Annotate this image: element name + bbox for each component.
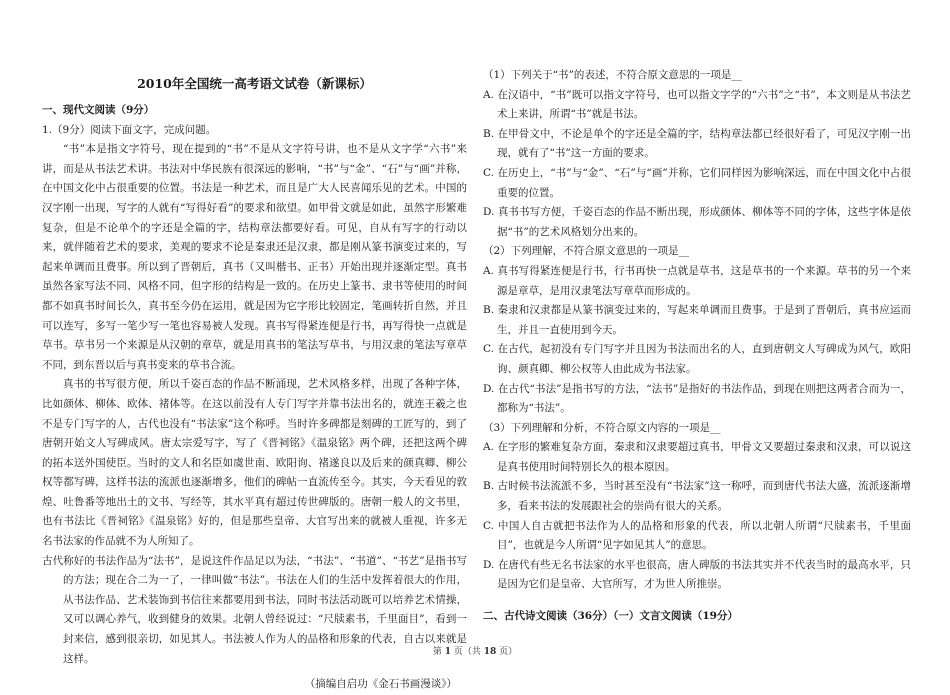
option-2d: D. 在古代“书法”是指书写的方法，“法书”是指好的书法作品，到现在则把这两者合而为一，都称为“书法”。 xyxy=(483,382,911,415)
section-heading-classical-reading: 二、古代诗文阅读（36分）（一）文言文阅读（19分） xyxy=(483,610,738,623)
option-3b: B. 古时候书法流派不多，当时甚至没有“书法家”这一称呼，而到唐代书法大盛，流派逐渐增多，看来书法的发展跟社会的崇尚有很大的关系。 xyxy=(483,480,911,513)
passage-source: （摘编自启功《金石书画漫谈》） xyxy=(304,678,457,691)
option-2b: B. 秦隶和汉隶都是从篆书演变过来的，写起来单调而且费事。于是到了晋朝后，真书应运而生，并且一直使用到今天。 xyxy=(483,304,911,336)
section-heading-modern-reading: 一、现代文阅读（9分） xyxy=(42,104,155,116)
option-2a: A. 真书写得紧连便是行书，行书再快一点就是草书，这是草书的一个来源。草书的另一个来源是章草，是用汉隶笔法写章草而形成的。 xyxy=(483,264,911,297)
page-total: 18 xyxy=(483,647,497,657)
option-1b: B. 在甲骨文中，不论是单个的字还是全篇的字，结构章法都已经很好看了，可见汉字刚一出现，就有了“书”这一方面的要求。 xyxy=(483,127,911,160)
left-column xyxy=(42,0,467,695)
page-footer xyxy=(0,644,950,657)
passage-paragraph: “书”本是指文字符号，现在提到的“书”不是从文字符号讲，也不是从文字学“六书”来讲，而是从书法艺术讲。书法对中华民族有很深远的影响，“书”与“金”、“石”与“画”并称，在中国文化中占很重要的位置。书法是一种艺术，而且是广大人民喜闻乐见的艺术。中国的汉字刚一出现，写字的人就有“写得好看”的要求和欲望。如甲骨文就是如此，虽然字形繁难复杂，但是不论单个的字还是全篇的字，结构章法都要好看。可见，自从有写字的行动以来，就伴随着艺术的要求，美观的要求不论是秦隶还是汉隶，都是刚从篆书演变过来的，写起来单调而且费事。所以到了晋朝后，真书（又叫楷书、正书）开始出现并逐渐定型。真书虽然各家写法不同、风格不同，但字形的结构是一致的。在历史上篆书、隶书等使用的时间都不如真书时间长久，真书至今仍在运用，就是因为它字形比较固定，笔画转折自然，并且可以连写，多写一笔少写一笔也容易被人发现。真书写得紧连便是行书，再写得快一点就是草书。草书另一个来源是从汉朝的章草，就是用真书的笔法写草书，与用汉隶的笔法写章草不同，到东晋以后与真书变来的草书合流。 xyxy=(42,143,467,371)
option-1a: A. 在汉语中，“书”既可以指文字符号，也可以指文字学的“六书”之“书”，本文则是从书法艺术上来讲，所谓“书”就是书法。 xyxy=(483,88,911,121)
option-3d: D. 在唐代有些无名书法家的水平也很高，唐人碑版的书法其实并不代表当时的最高水平，只是因为它们是皇帝、大官所写，才为世人所推崇。 xyxy=(483,558,911,591)
option-1c: C. 在历史上，“书”与“金”、“石”与“画”并称，它们同样因为影响深远，而在中国文化中占很重要的位置。 xyxy=(483,166,911,199)
exam-title: 2010年全国统一高考语文试卷（新课标） xyxy=(137,76,372,91)
passage-paragraph: 古代称好的书法作品为“法书”，是说这件作品足以为法，“书法”、“书道”、“书艺”是指书写的方法；现在合二为一了，一律叫做“书法”。书法在人们的生活中发挥着很大的作用，从书法作品、艺术装饰到书信往来都要用到书法，同时书法活动既可以培养艺术情操，又可以调心养气，收到健身的效果。北朝人曾经说过：“尺牍素书，千里面目”，看到一封来信，感到很亲切，如见其人。书法被人作为人的品格和形象的代表，自古以来就是这样。 xyxy=(42,554,467,665)
footer-mid: 页（共 xyxy=(453,647,481,657)
right-column xyxy=(483,66,911,627)
option-1d: D. 真书书写方便，千姿百态的作品不断出现，形成颜体、柳体等不同的字体，这些字体是依据“书”的艺术风格划分出来的。 xyxy=(483,206,911,238)
sub-question-3: （3）下列理解和分析，不符合原文内容的一项是__ xyxy=(483,421,721,434)
footer-prefix: 第 xyxy=(432,647,442,657)
option-3c: C. 中国人自古就把书法作为人的品格和形象的代表，所以北朝人所谓“尺牍素书，千里面目”，也就是今人所谓“见字如见其人”的意思。 xyxy=(483,519,911,552)
option-3a: A. 在字形的繁难复杂方面，秦隶和汉隶要超过真书，甲骨文又要超过秦隶和汉隶，可以说这是真书使用时间特别长久的根本原因。 xyxy=(483,441,911,473)
sub-question-1: （1）下列关于“书”的表述，不符合原文意思的一项是__ xyxy=(483,69,742,81)
passage-paragraph: 真书的书写很方便，所以千姿百态的作品不断涌现，艺术风格多样，出现了各种字体，比如颜体、柳体、欧体、褚体等。在这以前没有人专门写字并靠书法出名的，就连王羲之也不是专门写字的人，古代也没有“书法家”这个称呼。当时许多碑都是刻碑的工匠写的，到了唐朝开始文人写碑成风。唐太宗爱写字，写了《晋祠铭》《温泉铭》两个碑，还把这两个碑的拓本送外国使臣。当时的文人和名臣如虞世南、欧阳询、褚遂良以及后来的颜真卿、柳公权等都写碑，这样书法的流派也逐渐增多，他们的碑帖一直流传至今。其实，今天看见的敦煌、吐鲁番等地出土的文书、写经等，其水平真有超过传世碑版的。唐朝一般人的文书里，也有书法比《晋祠铭》《温泉铭》好的，但是那些皇帝、大官写出来的就被人重视，许多无名书法家的作品就不为人所知了。 xyxy=(42,378,467,548)
question-1-header: 1.（9分）阅读下面文字，完成问题。 xyxy=(42,123,217,136)
page-number: 1 xyxy=(444,647,451,657)
footer-suffix: 页） xyxy=(499,647,518,657)
option-2c: C. 在古代，起初没有专门写字并且因为书法而出名的人，直到唐朝文人写碑成为风气，欧阳询、颜真卿、柳公权等人由此成为书法家。 xyxy=(483,343,911,375)
sub-question-2: （2）下列理解，不符合原文意思的一项是__ xyxy=(483,245,690,258)
